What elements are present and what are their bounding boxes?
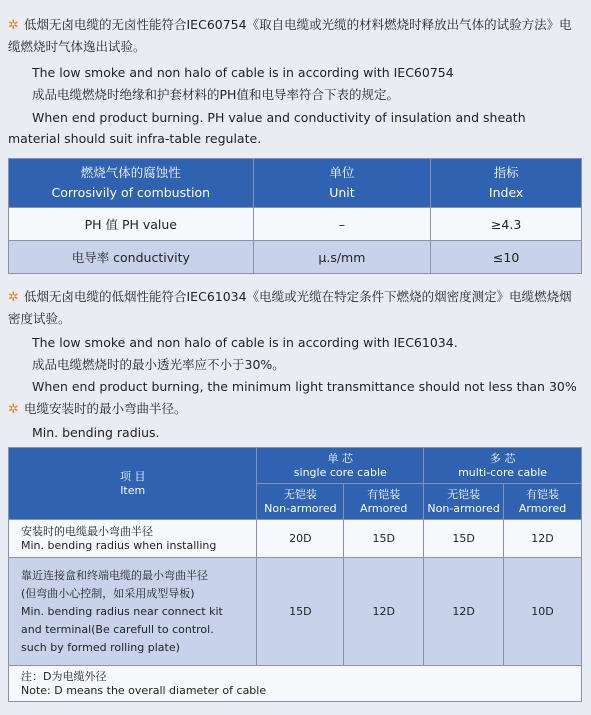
bending-radius-table — [8, 447, 582, 702]
section2-en1: The low smoke and non halo of cable is in according with IEC61034. — [32, 335, 458, 350]
section1-cn2: 成品电缆燃烧时绝缘和护套材料的PH值和电导率符合下表的规定。 — [32, 87, 399, 102]
value-cell: 12D — [424, 558, 504, 666]
section3-heading — [8, 398, 581, 420]
row-connect-kit-label: 靠近连接盒和终端电缆的最小弯曲半径 (但弯曲小心控制，如采用成型导板) Min. bending radius near connect kit and terminal(Be carefull to control. such by formed rolling plate) — [9, 558, 257, 666]
note-row — [9, 666, 582, 702]
table-row — [9, 558, 582, 666]
section1-heading — [8, 14, 581, 57]
table-row — [9, 208, 582, 241]
section1-heading-text: 低烟无卤电缆的无卤性能符合IEC60754《取自电缆或光缆的材料燃烧时释放出气体的试验方法》电缆燃烧时气体逸出试验。 — [8, 17, 572, 54]
value-cell: 10D — [504, 558, 582, 666]
gear-bullet-icon: ✲ — [8, 18, 19, 33]
header-multi-armored: 有铠装 Armored — [504, 484, 582, 520]
table-row — [9, 520, 582, 558]
cell-conductivity-unit: μ.s/mm — [253, 241, 431, 274]
value-cell: 20D — [257, 520, 344, 558]
table-row — [9, 241, 582, 274]
gear-bullet-icon: ✲ — [8, 290, 19, 305]
gear-bullet-icon: ✲ — [8, 402, 19, 417]
value-cell: 12D — [504, 520, 582, 558]
header-corrosivity: 燃烧气体的腐蚀性 Corrosivily of combustion — [9, 159, 254, 208]
section3-en1: Min. bending radius. — [32, 425, 160, 440]
cell-ph-unit: – — [253, 208, 431, 241]
section3-heading-text: 电缆安装时的最小弯曲半径。 — [24, 401, 187, 416]
header-single-core: 单 芯 single core cable — [257, 448, 424, 484]
value-cell: 15D — [424, 520, 504, 558]
header-index: 指标 Index — [431, 159, 582, 208]
section2-en2: When end product burning, the minimum light transmittance should not less than 30% — [32, 379, 577, 394]
value-cell: 15D — [257, 558, 344, 666]
header-unit: 单位 Unit — [253, 159, 431, 208]
cell-ph-index: ≥4.3 — [431, 208, 582, 241]
header-single-armored: 有铠装 Armored — [344, 484, 424, 520]
section1-en1: The low smoke and non halo of cable is in according with IEC60754 — [32, 65, 454, 80]
row-installing-label: 安装时的电缆最小弯曲半径 Min. bending radius when installing — [9, 520, 257, 558]
cell-ph: PH 值 PH value — [9, 208, 254, 241]
header-single-non-armored: 无铠装 Non-armored — [257, 484, 344, 520]
header-multi-core: 多 芯 multi-core cable — [424, 448, 582, 484]
header-item: 项 目 Item — [9, 448, 257, 520]
header-multi-non-armored: 无铠装 Non-armored — [424, 484, 504, 520]
cell-conductivity-index: ≤10 — [431, 241, 582, 274]
corrosivity-table — [8, 158, 582, 274]
section2-heading — [8, 286, 581, 329]
cell-conductivity: 电导率 conductivity — [9, 241, 254, 274]
section1-en2: When end product burning. PH value and conductivity of insulation and sheath material should suit infra-table regulate. — [8, 110, 526, 146]
table-note: 注：D为电缆外径 Note: D means the overall diameter of cable — [9, 666, 582, 702]
value-cell: 12D — [344, 558, 424, 666]
section2-cn2: 成品电缆燃烧时的最小透光率应不小于30%。 — [32, 357, 285, 372]
value-cell: 15D — [344, 520, 424, 558]
section2-heading-text: 低烟无卤电缆的低烟性能符合IEC61034《电缆或光缆在特定条件下燃烧的烟密度测定》电缆燃烧烟密度试验。 — [8, 289, 572, 326]
